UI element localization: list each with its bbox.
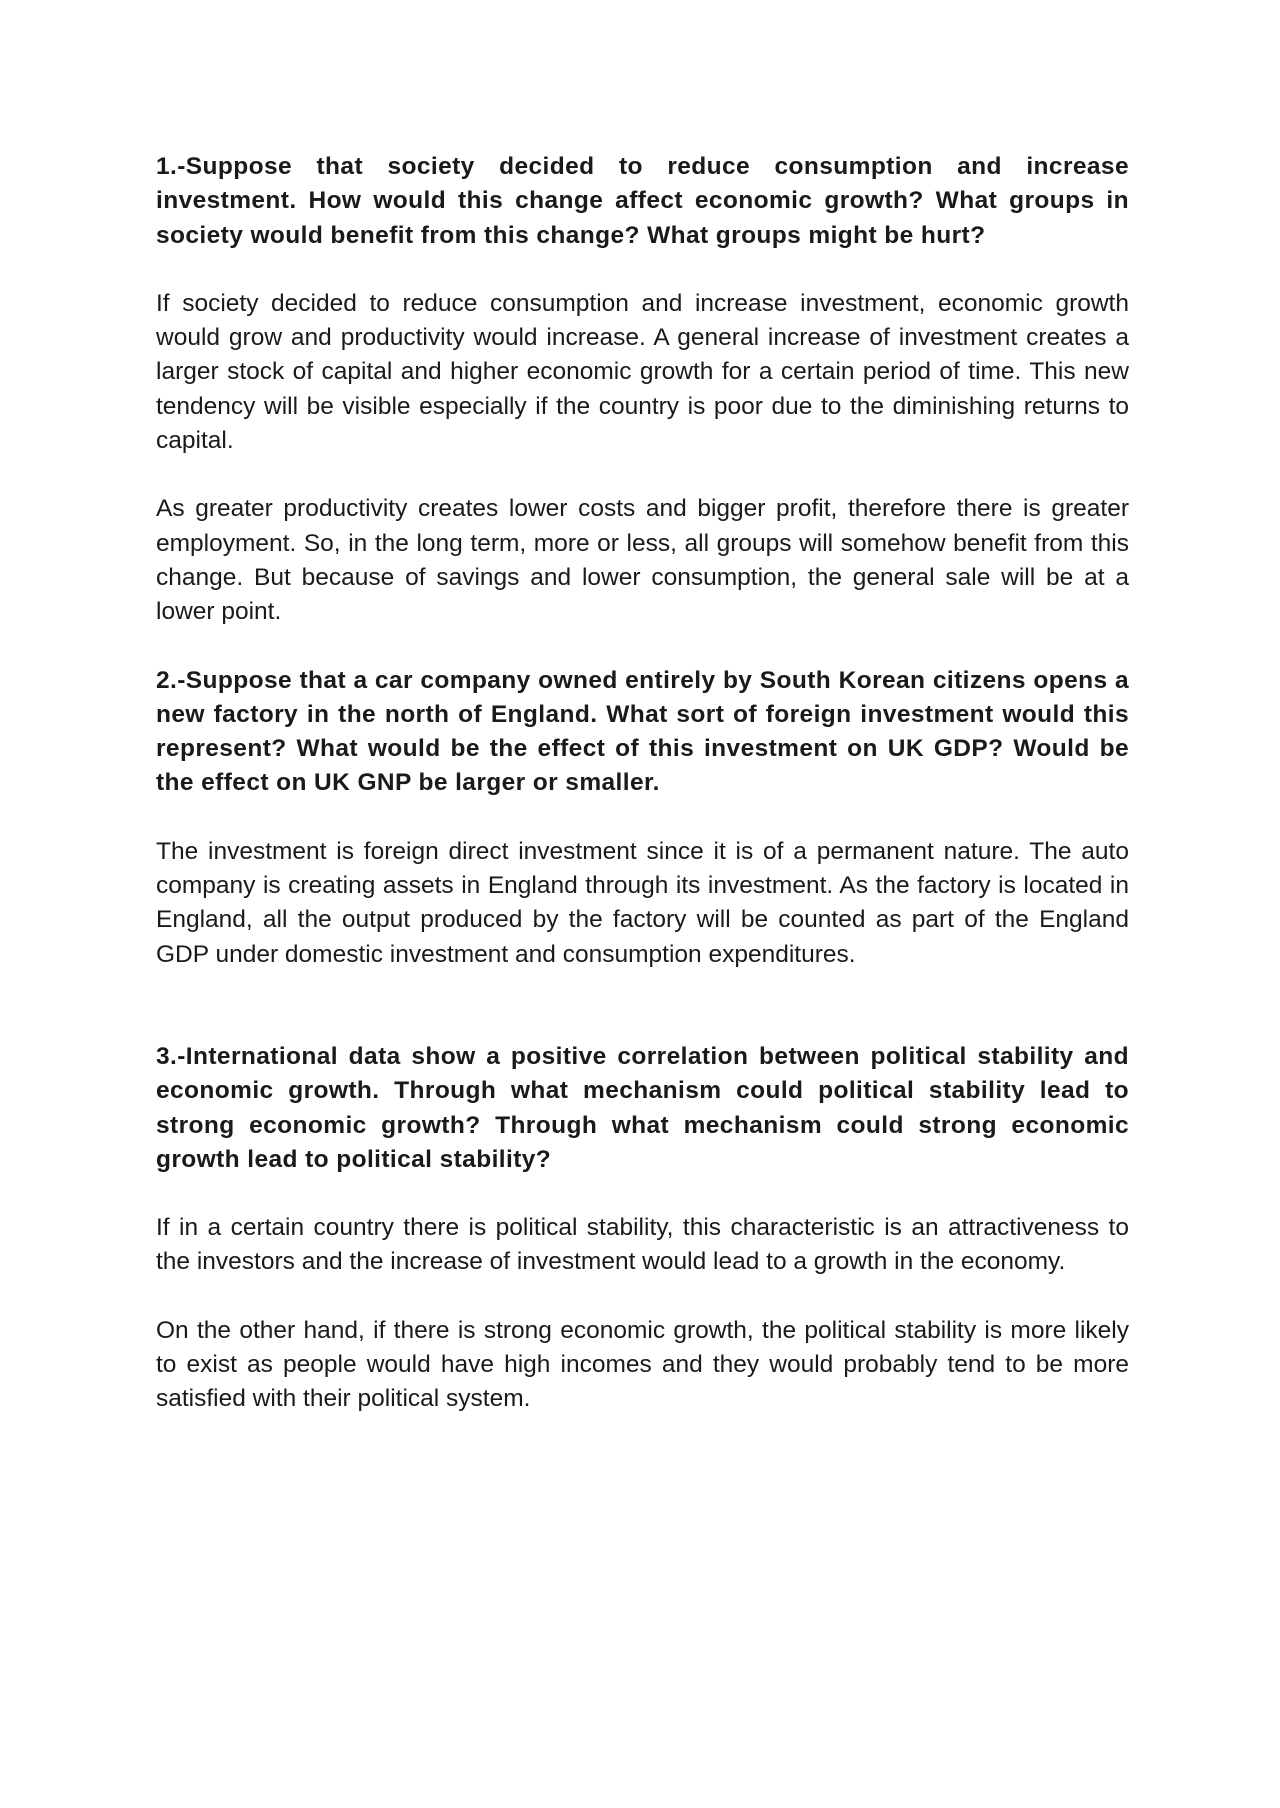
question-1: 1.-Suppose that society decided to reduce consumption and increase investment. How would this change affect economic growth? What groups in society would benefit from this change? What groups might be hurt? [156,153,1129,249]
question-2: 2.-Suppose that a car company owned entirely by South Korean citizens opens a new factory in the north of England. What sort of foreign investment would this represent? What would be the effect of this investment on UK GDP? Would be the effect on UK GNP be larger or smaller. [156,666,1129,797]
answer-3-paragraph-2: On the other hand, if there is strong economic growth, the political stability is more likely to exist as people would have high incomes and they would probably tend to be more satisfied with their political system. [156,1316,1129,1413]
question-3: 3.-International data show a positive correlation between political stability and economic growth. Through what mechanism could political stability lead to strong economic growth? Through what mechanism could strong economic growth lead to political stability? [156,1042,1129,1173]
answer-1-paragraph-2: As greater productivity creates lower costs and bigger profit, therefore there is greater employment. So, in the long term, more or less, all groups will somehow benefit from this change. But because of savings and lower consumption, the general sale will be at a lower point. [156,495,1129,626]
answer-1-paragraph-1: If society decided to reduce consumption and increase investment, economic growth would grow and productivity would increase. A general increase of investment creates a larger stock of capital and higher economic growth for a certain period of time. This new tendency will be visible especially if the country is poor due to the diminishing returns to capital. [156,289,1129,455]
answer-3-paragraph-1: If in a certain country there is political stability, this characteristic is an attractiveness to the investors and the increase of investment would lead to a growth in the economy. [156,1214,1129,1276]
answer-2-paragraph-1: The investment is foreign direct investment since it is of a permanent nature. The auto company is creating assets in England through its investment. As the factory is located in England, all the output produced by the factory will be counted as part of the England GDP under domestic investment and consumption expenditures. [156,837,1129,968]
document-body [156,150,1129,1417]
